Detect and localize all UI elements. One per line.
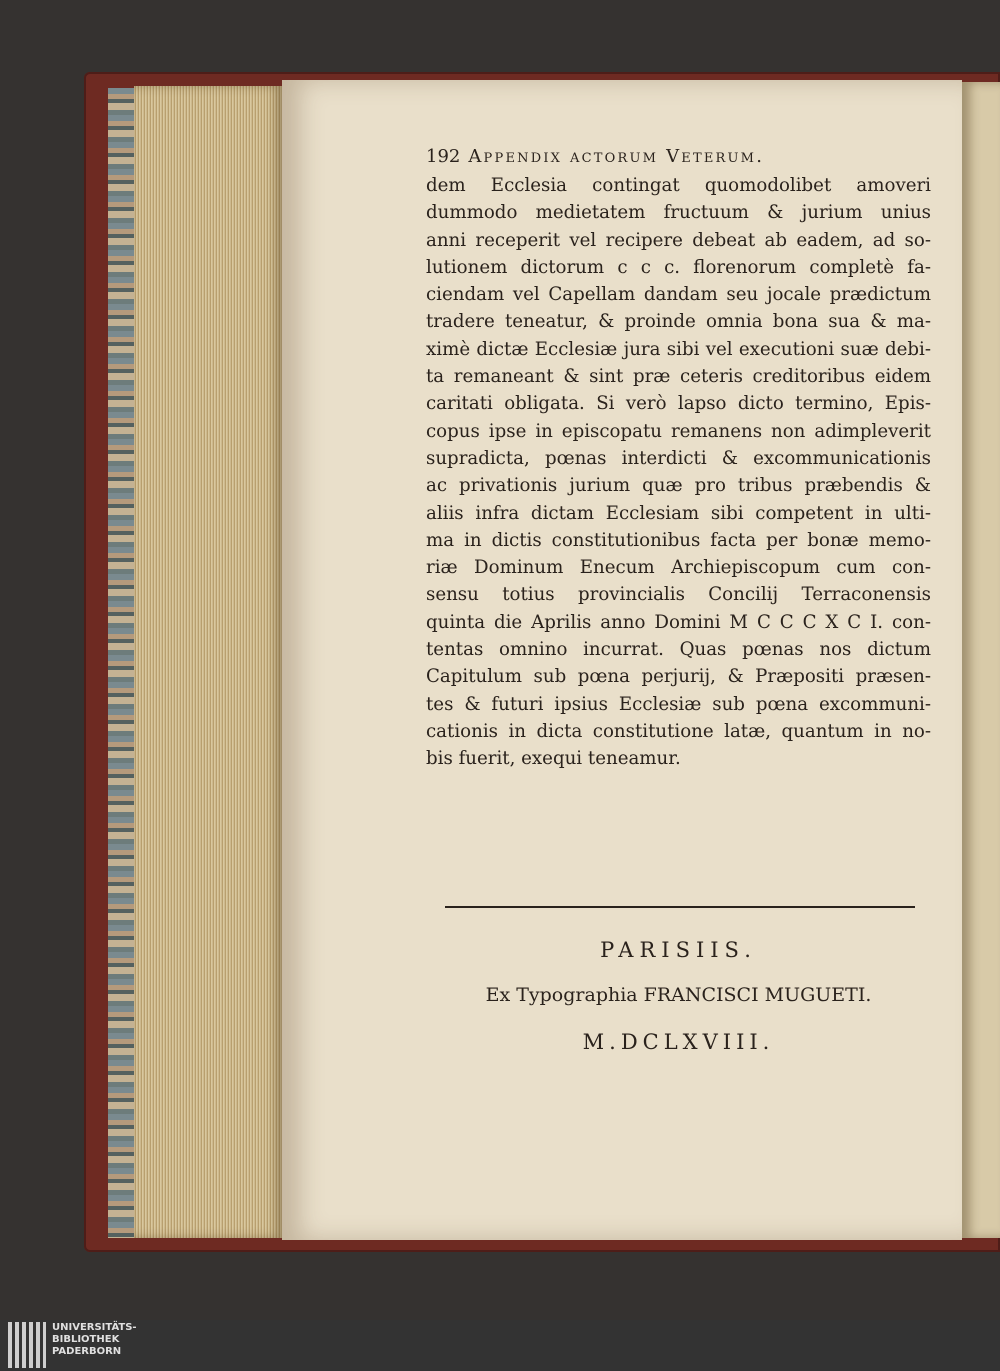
page-text bbox=[426, 146, 931, 773]
text-line: ximè dictæ Ecclesiæ jura sibi vel executioni suæ debi- bbox=[426, 338, 931, 360]
library-footer bbox=[0, 1320, 1000, 1371]
text-line: aliis infra dictam Ecclesiam sibi competent in ulti- bbox=[426, 502, 931, 524]
running-title: Appendix actorum Veterum. bbox=[468, 146, 765, 167]
text-line: caritati obligata. Si verò lapso dicto termino, Epis- bbox=[426, 393, 931, 415]
library-logo-icon bbox=[8, 1322, 46, 1368]
text-line: ta remaneant & sint præ ceteris creditoribus eidem bbox=[426, 366, 931, 388]
text-line: tradere teneatur, & proinde omnia bona sua & ma- bbox=[426, 311, 931, 333]
page-stack-edge bbox=[134, 86, 282, 1238]
text-line: cationis in dicta constitutione latæ, quantum in no- bbox=[426, 720, 931, 742]
text-line: anni receperit vel recipere debeat ab eadem, ad so- bbox=[426, 229, 931, 251]
library-logo-line: UNIVERSITÄTS- bbox=[52, 1322, 137, 1333]
library-logo-line: BIBLIOTHEK bbox=[52, 1334, 120, 1345]
page-number: 192 bbox=[426, 146, 461, 167]
horizontal-rule bbox=[445, 906, 915, 908]
library-logo-line: PADERBORN bbox=[52, 1346, 122, 1357]
imprint-year: M.DCLXVIII. bbox=[582, 1030, 775, 1054]
text-line: quinta die Aprilis anno Domini M C C C X C I. con- bbox=[426, 611, 931, 633]
library-logo bbox=[52, 1322, 137, 1358]
marbled-edge bbox=[108, 88, 134, 1238]
text-line: tes & futuri ipsius Ecclesiæ sub pœna excommuni- bbox=[426, 693, 931, 715]
text-line: sensu totius provincialis Concilij Terraconensis bbox=[426, 584, 931, 606]
text-line: tentas omnino incurrat. Quas pœnas nos dictum bbox=[426, 639, 931, 661]
running-head bbox=[426, 146, 931, 172]
text-line: riæ Dominum Enecum Archiepiscopum cum con- bbox=[426, 557, 931, 579]
text-line: copus ipse in episcopatu remanens non adimpleverit bbox=[426, 420, 931, 442]
text-line: dummodo medietatem fructuum & jurium unius bbox=[426, 202, 931, 224]
text-line: ma in dictis constitutionibus facta per bonæ memo- bbox=[426, 529, 931, 551]
imprint-printer: Ex Typographia FRANCISCI MUGUETI. bbox=[485, 984, 872, 1006]
text-line: lutionem dictorum c c c. florenorum completè fa- bbox=[426, 256, 931, 278]
imprint-city: PARISIIS. bbox=[600, 938, 757, 962]
text-line: Capitulum sub pœna perjurij, & Præpositi præsen- bbox=[426, 666, 931, 688]
text-line: supradicta, pœnas interdicti & excommunicationis bbox=[426, 447, 931, 469]
text-line: ac privationis jurium quæ pro tribus præbendis & bbox=[426, 475, 931, 497]
text-line: ciendam vel Capellam dandam seu jocale prædictum bbox=[426, 284, 931, 306]
text-line: dem Ecclesia contingat quomodolibet amoveri bbox=[426, 175, 931, 196]
facing-page-edge bbox=[962, 82, 1000, 1238]
body-text bbox=[426, 172, 931, 773]
text-line: bis fuerit, exequi teneamur. bbox=[426, 748, 681, 770]
